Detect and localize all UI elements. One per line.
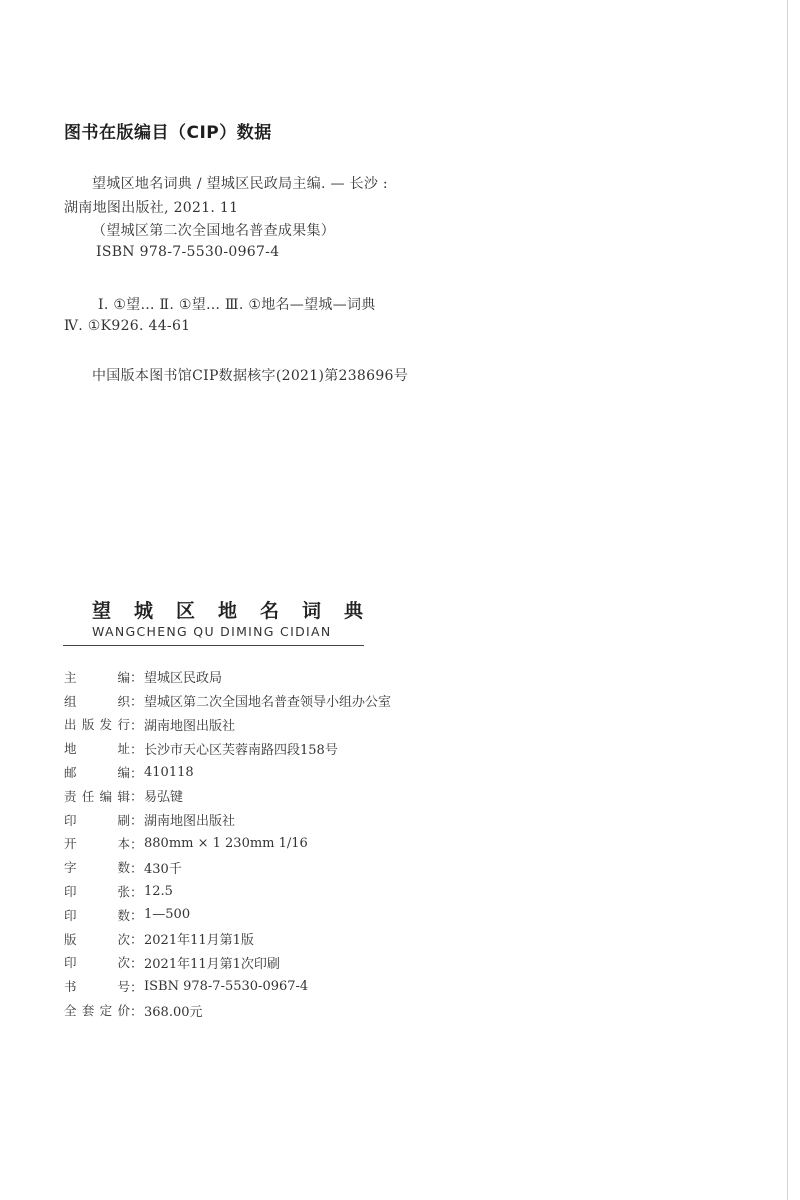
- colophon-row: [64, 832, 584, 856]
- colophon-separator: ：: [130, 814, 144, 830]
- colophon-label: 地址: [64, 741, 130, 757]
- colophon-label: 印张: [64, 884, 130, 900]
- book-title: 望城区地名词典: [92, 600, 387, 622]
- colophon-separator: ：: [130, 695, 144, 711]
- colophon-value: 易弘键: [144, 790, 184, 806]
- colophon-separator: ：: [130, 909, 144, 925]
- colophon-row: [64, 736, 584, 760]
- colophon-value: 410118: [144, 764, 194, 780]
- colophon-separator: ：: [130, 718, 144, 734]
- colophon-value: 2021年11月第1次印刷: [144, 956, 280, 972]
- colophon-value: 望城区第二次全国地名普查领导小组办公室: [144, 695, 392, 711]
- colophon-row: [64, 665, 584, 689]
- colophon-separator: ：: [130, 885, 144, 901]
- colophon-separator: ：: [130, 861, 144, 877]
- colophon-row: [64, 903, 584, 927]
- colophon-value: ISBN 978-7-5530-0967-4: [144, 978, 309, 994]
- colophon-row: [64, 927, 584, 951]
- colophon-separator: ：: [130, 671, 144, 687]
- cip-classification-line2: Ⅳ. ①K926. 44-61: [64, 318, 191, 334]
- colophon-separator: ：: [130, 1004, 144, 1020]
- colophon-table: [64, 665, 584, 1022]
- colophon-row: [64, 998, 584, 1022]
- colophon-label: 印次: [64, 955, 130, 971]
- colophon-label: 主编: [64, 669, 130, 685]
- colophon-label: 印数: [64, 907, 130, 923]
- colophon-value: 湖南地图出版社: [144, 718, 236, 734]
- colophon-value: 长沙市天心区芙蓉南路四段158号: [144, 742, 338, 758]
- cip-series: （望城区第二次全国地名普查成果集）: [92, 223, 336, 239]
- colophon-label: 书号: [64, 979, 130, 995]
- cip-heading: 图书在版编目（CIP）数据: [64, 123, 272, 143]
- colophon-separator: ：: [130, 837, 144, 853]
- colophon-separator: ：: [130, 790, 144, 806]
- cip-entry-line2: 湖南地图出版社, 2021. 11: [64, 200, 239, 216]
- cip-entry-line1: 望城区地名词典 / 望城区民政局主编. — 长沙 :: [92, 176, 388, 192]
- colophon-row: [64, 974, 584, 998]
- title-rule: [63, 645, 364, 646]
- colophon-row: [64, 808, 584, 832]
- page-edge-line: [787, 0, 788, 1200]
- colophon-row: [64, 689, 584, 713]
- colophon-value: 880mm × 1 230mm 1/16: [144, 835, 308, 851]
- colophon-label: 邮编: [64, 765, 130, 781]
- book-subtitle: WANGCHENG QU DIMING CIDIAN: [92, 624, 332, 639]
- colophon-row: [64, 760, 584, 784]
- colophon-label: 开本: [64, 836, 130, 852]
- colophon-row: [64, 855, 584, 879]
- colophon-row: [64, 951, 584, 975]
- colophon-separator: ：: [130, 956, 144, 972]
- colophon-row: [64, 713, 584, 737]
- colophon-value: 2021年11月第1版: [144, 933, 254, 949]
- colophon-separator: ：: [130, 766, 144, 782]
- colophon-separator: ：: [130, 933, 144, 949]
- cip-isbn: ISBN 978-7-5530-0967-4: [96, 244, 280, 260]
- colophon-separator: ：: [130, 980, 144, 996]
- colophon-value: 湖南地图出版社: [144, 814, 236, 830]
- colophon-value: 368.00元: [144, 1004, 203, 1020]
- cip-classification-line1: Ⅰ. ①望… Ⅱ. ①望… Ⅲ. ①地名—望城—词典: [98, 297, 376, 313]
- colophon-separator: ：: [130, 742, 144, 758]
- colophon-row: [64, 879, 584, 903]
- colophon-label: 责任编辑: [64, 788, 130, 804]
- colophon-label: 出版发行: [64, 717, 130, 733]
- colophon-label: 字数: [64, 860, 130, 876]
- cip-number: 中国版本图书馆CIP数据核字(2021)第238696号: [92, 368, 409, 384]
- colophon-row: [64, 784, 584, 808]
- colophon-value: 望城区民政局: [144, 671, 223, 687]
- colophon-value: 1—500: [144, 907, 191, 923]
- colophon-label: 组织: [64, 693, 130, 709]
- colophon-value: 430千: [144, 861, 182, 877]
- colophon-label: 印刷: [64, 812, 130, 828]
- colophon-label: 全套定价: [64, 1003, 130, 1019]
- colophon-label: 版次: [64, 931, 130, 947]
- colophon-value: 12.5: [144, 883, 173, 899]
